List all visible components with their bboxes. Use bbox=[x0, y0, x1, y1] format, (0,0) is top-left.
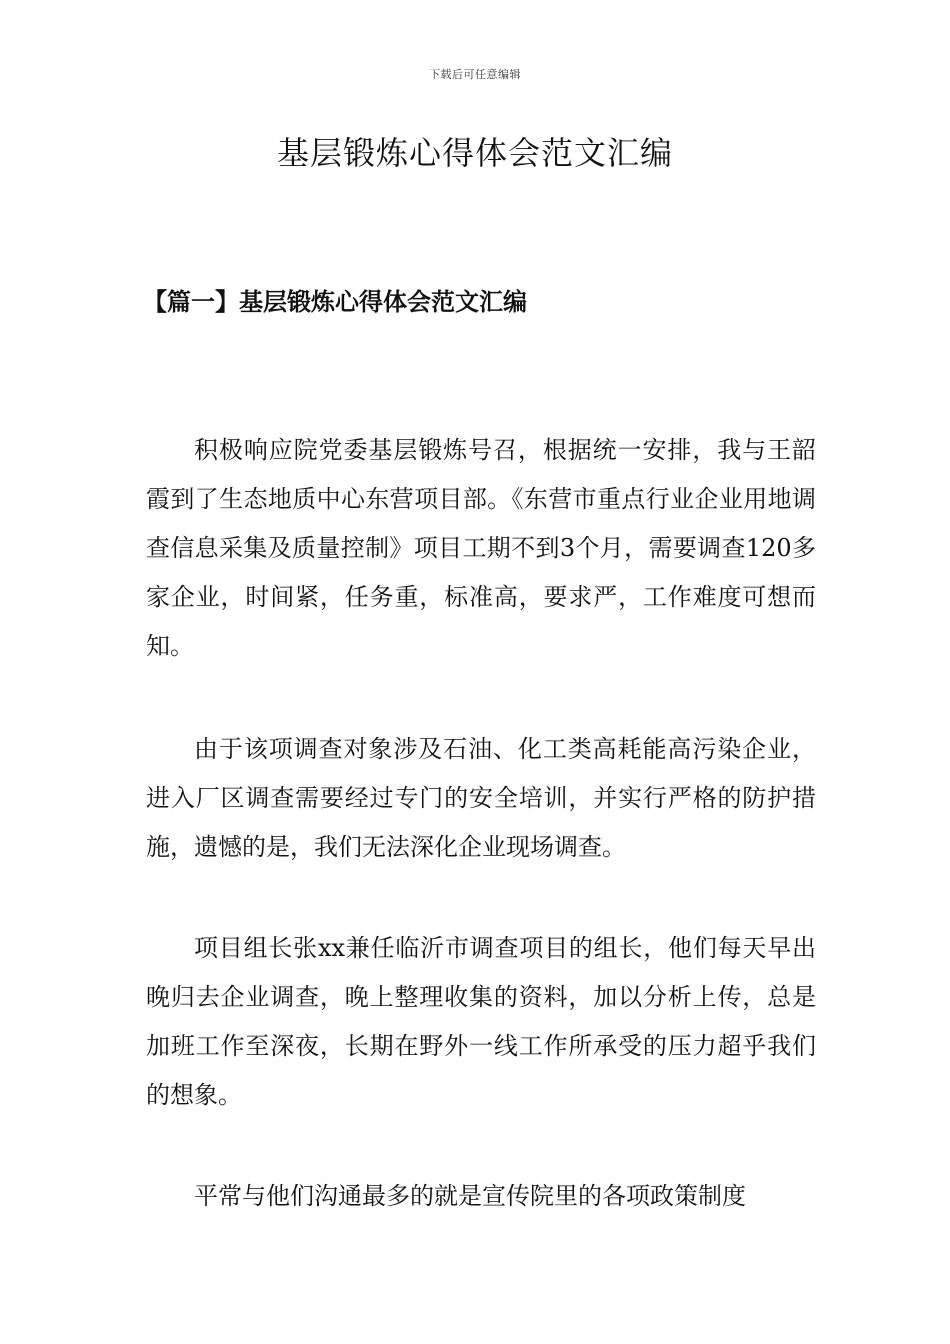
paragraph-block bbox=[146, 1172, 816, 1221]
body-paragraph: 由于该项调查对象涉及石油、化工类高耗能高污染企业，进入厂区调查需要经过专门的安全培训，并实行严格的防护措施，遗憾的是，我们无法深化企业现场调查。 bbox=[146, 735, 816, 861]
body-paragraph: 积极响应院党委基层锻炼号召，根据统一安排，我与王韶霞到了生态地质中心东营项目部。《东营市重点行业企业用地调查信息采集及质量控制》项目工期不到3个月，需要调查120多家企业，时间紧，任务重，标准高，要求严，工作难度可想而知。 bbox=[146, 436, 816, 660]
body-paragraph: 项目组长张xx兼任临沂市调查项目的组长，他们每天早出晚归去企业调查，晚上整理收集的资料，加以分析上传，总是加班工作至深夜，长期在野外一线工作所承受的压力超乎我们的想象。 bbox=[146, 934, 816, 1109]
paragraph-block bbox=[146, 924, 816, 1120]
section-heading: 【篇一】基层锻炼心得体会范文汇编 bbox=[143, 287, 527, 316]
document-title: 基层锻炼心得体会范文汇编 bbox=[276, 134, 673, 172]
paragraph-block bbox=[146, 725, 816, 872]
header-note: 下载后可任意编辑 bbox=[429, 68, 521, 81]
body-paragraph: 平常与他们沟通最多的就是宣传院里的各项政策制度 bbox=[194, 1182, 746, 1210]
paragraph-block bbox=[146, 426, 816, 671]
